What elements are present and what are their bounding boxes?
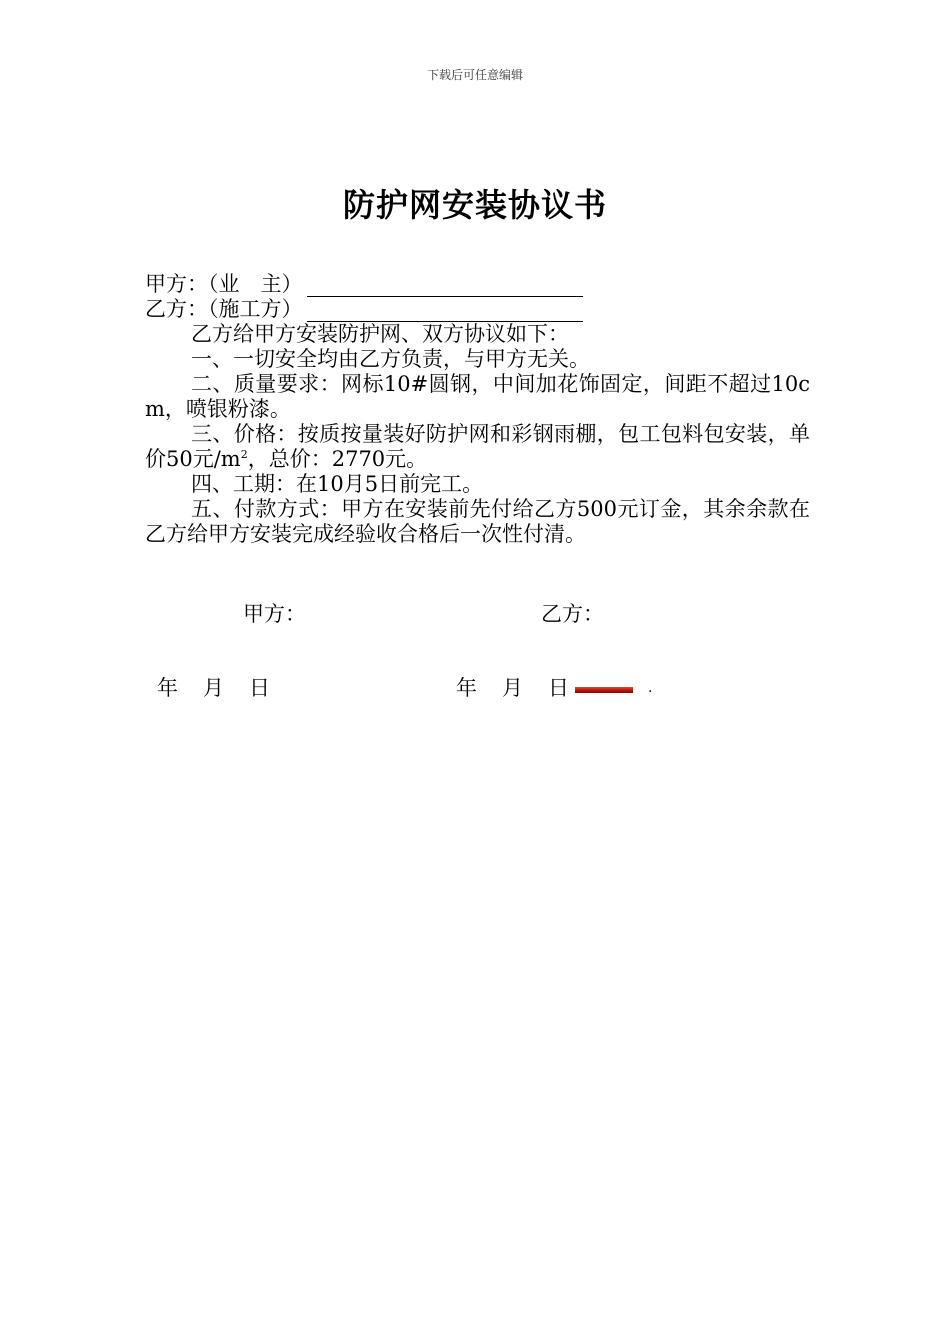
header-note: 下载后可任意编辑 (426, 68, 523, 82)
day-label: 日 (249, 676, 270, 700)
month-label: 月 (203, 676, 224, 700)
party-b-label: 乙方：（施工方） (145, 297, 303, 321)
agreement-body (145, 272, 810, 547)
trailing-dot: . (648, 680, 653, 696)
document-title: 防护网安装协议书 (342, 186, 607, 224)
clause-2: 二、质量要求：网标10#圆钢，中间加花饰固定，间距不超过10cm，喷银粉漆。 (145, 372, 810, 421)
party-b-date (456, 672, 569, 702)
party-a-signature-label: 甲方： (243, 602, 306, 626)
clause-4: 四、工期：在10月5日前完工。 (191, 472, 484, 496)
clause-3-text-end: ，总价：2770元。 (247, 447, 428, 471)
clause-5: 五、付款方式：甲方在安装前先付给乙方500元订金，其余余款在乙方给甲方安装完成经验收合格后一次性付清。 (145, 497, 810, 546)
clause-3-text: 三、价格：按质按量装好防护网和彩钢雨棚，包工包料包安装，单价50元/m (145, 422, 810, 471)
party-b-signature-label: 乙方： (541, 602, 604, 626)
intro-paragraph: 乙方给甲方安装防护网、双方协议如下： (191, 322, 569, 346)
month-label: 月 (502, 676, 523, 700)
party-a-label: 甲方：（业 主） (145, 272, 303, 296)
party-b-line (145, 297, 810, 322)
day-label: 日 (548, 676, 569, 700)
clause-1: 一、一切安全均由乙方负责，与甲方无关。 (191, 347, 590, 371)
clause-3 (145, 422, 810, 472)
party-a-blank (307, 274, 583, 297)
party-b-blank (307, 299, 583, 322)
party-a-date (157, 672, 270, 702)
clause-3-superscript: 2 (240, 448, 248, 461)
red-stamp-mark (575, 687, 633, 693)
year-label: 年 (157, 676, 178, 700)
year-label: 年 (456, 676, 477, 700)
party-a-line (145, 272, 810, 297)
